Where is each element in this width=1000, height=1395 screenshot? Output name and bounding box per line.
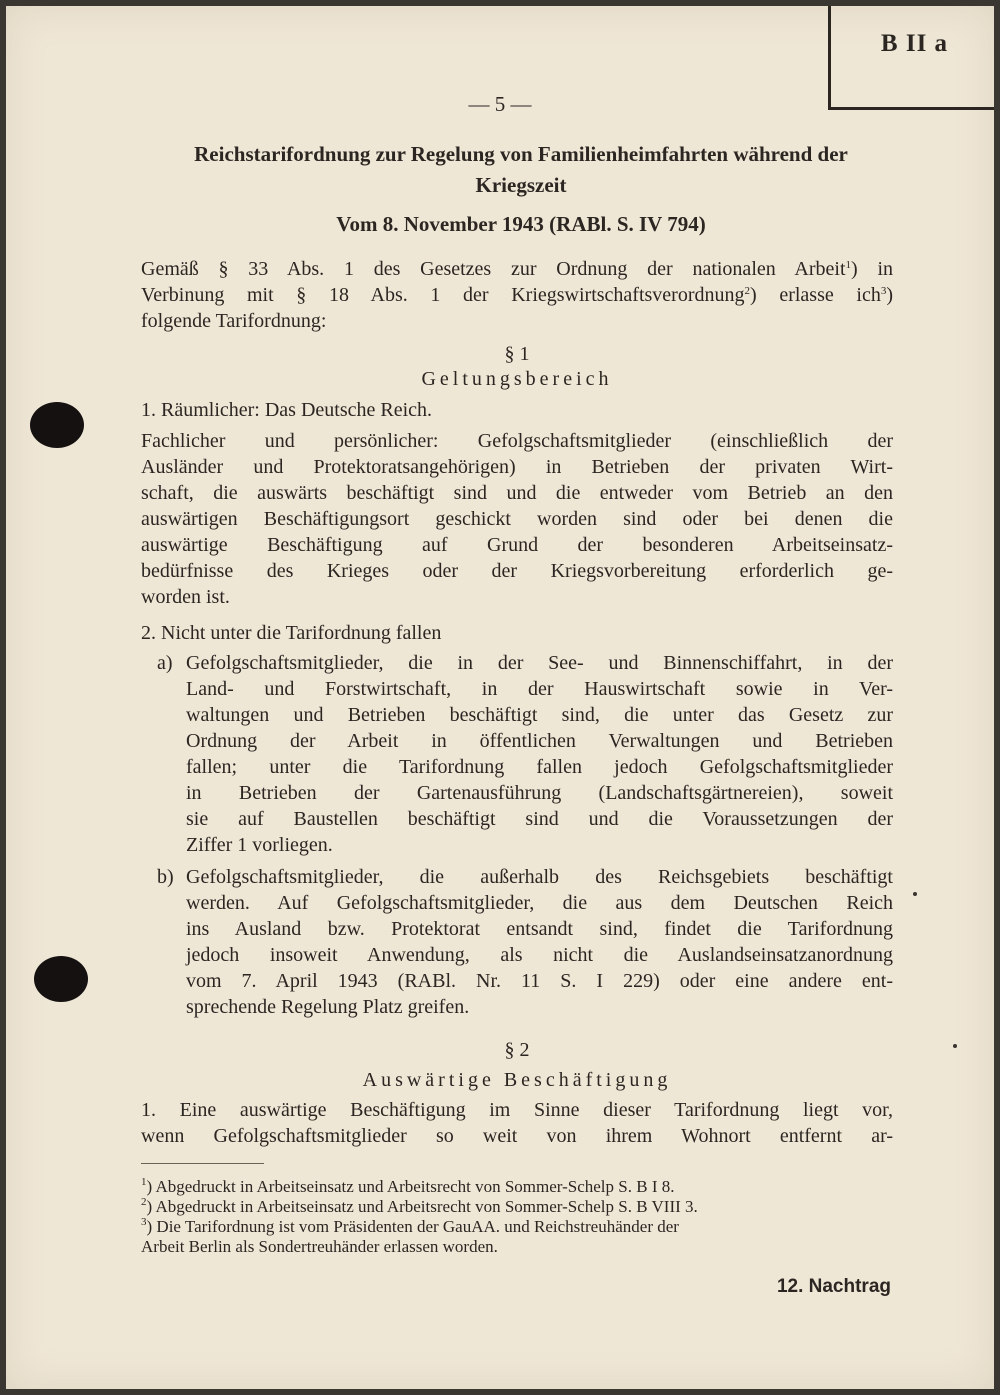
section-1-para-2-line: auswärtige Beschäftigung auf Grund der besonderen Arbeitseinsatz- [141, 534, 893, 556]
item-b-line: ins Ausland bzw. Protektorat entsandt sind, findet die Tarifordnung [186, 918, 893, 940]
footnote-ref-2: 2 [744, 285, 751, 297]
item-b-label: b) [157, 866, 174, 888]
ink-speck [913, 892, 917, 896]
item-a-line: Ordnung der Arbeit in öffentlichen Verwaltungen und Betrieben [186, 730, 893, 752]
section-1-para-2-line: auswärtigen Beschäftigungsort geschickt worden sind oder bei denen die [141, 508, 893, 530]
item-a-line: Land- und Forstwirtschaft, in der Hauswirtschaft sowie in Ver- [186, 678, 893, 700]
footnote-2 [141, 1198, 893, 1215]
item-a-line: Gefolgschaftsmitglieder, die in der See- und Binnenschiffahrt, in der [186, 652, 893, 674]
section-2-line: 1. Eine auswärtige Beschäftigung im Sinne dieser Tarifordnung liegt vor, [141, 1099, 893, 1121]
footnote-3-text: ) Die Tarifordnung ist vom Präsidenten der GauAA. und Reichstreuhänder der [146, 1217, 679, 1236]
footnote-1 [141, 1178, 893, 1195]
document-title-line-2: Kriegszeit [475, 173, 567, 197]
section-tab-label: B II a [880, 30, 949, 57]
item-a-line: in Betrieben der Gartenausführung (Landschaftsgärtnereien), soweit [186, 782, 893, 804]
section-1-heading: § 1 [504, 343, 530, 365]
document-page [6, 6, 994, 1389]
item-b-line: werden. Auf Gefolgschaftsmitglieder, die aus dem Deutschen Reich [186, 892, 893, 914]
intro-line-2 [141, 285, 893, 305]
footnote-1-mark: 1 [141, 1176, 147, 1188]
intro-line-3: folgende Tarifordnung: [141, 310, 327, 332]
section-2-line: wenn Gefolgschaftsmitglieder so weit von ihrem Wohnort entfernt ar- [141, 1125, 893, 1147]
section-1-para-2-line: Fachlicher und persönlicher: Gefolgschaftsmitglieder (einschließlich der [141, 430, 893, 452]
section-1-title: Geltungsbereich [421, 368, 613, 390]
page-number: — 5 — [468, 92, 532, 116]
footnote-2-mark: 2 [141, 1196, 147, 1208]
item-a-line: waltungen und Betrieben beschäftigt sind, die unter das Gesetz zur [186, 704, 893, 726]
footnote-ref-1: 1 [845, 259, 852, 271]
intro-line-1 [141, 259, 893, 279]
section-1-para-3: 2. Nicht unter die Tarifordnung fallen [141, 622, 442, 644]
footnote-separator [141, 1163, 264, 1164]
item-b-line: jedoch insoweit Anwendung, als nicht die Auslandseinsatzanordnung [186, 944, 893, 966]
intro-text: Gemäß § 33 Abs. 1 des Gesetzes zur Ordnung der nationalen Arbeit [141, 258, 846, 280]
item-b-line: Gefolgschaftsmitglieder, die außerhalb des Reichsgebiets beschäftigt [186, 866, 893, 888]
section-1-para-2-line: schaft, die auswärts beschäftigt sind und die entweder vom Betrieb an den [141, 482, 893, 504]
section-1-para-1: 1. Räumlicher: Das Deutsche Reich. [141, 399, 433, 421]
section-2-heading: § 2 [504, 1039, 530, 1061]
item-a-line: Ziffer 1 vorliegen. [186, 834, 333, 856]
item-a-line: fallen; unter die Tarifordnung fallen jedoch Gefolgschaftsmitglieder [186, 756, 893, 778]
document-title-line-1: Reichstarifordnung zur Regelung von Familienheimfahrten während der [194, 142, 848, 166]
intro-text: ) in [851, 258, 893, 280]
intro-text: ) [886, 284, 894, 306]
intro-text: ) erlasse ich [750, 284, 881, 306]
footnote-1-text: ) Abgedruckt in Arbeitseinsatz und Arbeitsrecht von Sommer-Schelp S. B I 8. [146, 1177, 675, 1196]
section-1-para-2-line: worden ist. [141, 586, 230, 608]
footnote-3-continued: Arbeit Berlin als Sondertreuhänder erlassen worden. [141, 1237, 498, 1256]
footnote-2-text: ) Abgedruckt in Arbeitseinsatz und Arbeitsrecht von Sommer-Schelp S. B VIII 3. [146, 1197, 698, 1216]
document-date: Vom 8. November 1943 (RABl. S. IV 794) [336, 212, 706, 236]
intro-text: Verbinung mit § 18 Abs. 1 der Kriegswirtschaftsverordnung [141, 284, 745, 306]
punch-hole-upper [30, 402, 84, 448]
ink-speck [953, 1044, 957, 1048]
item-a-line: sie auf Baustellen beschäftigt sind und die Voraussetzungen der [186, 808, 893, 830]
section-2-title: Auswärtige Beschäftigung [362, 1069, 672, 1091]
punch-hole-lower [34, 956, 88, 1002]
footnote-3-mark: 3 [141, 1216, 147, 1228]
section-1-para-2-line: bedürfnisse des Krieges oder der Kriegsvorbereitung erforderlich ge- [141, 560, 893, 582]
item-b-line: vom 7. April 1943 (RABl. Nr. 11 S. I 229) oder eine andere ent- [186, 970, 893, 992]
supplement-label: 12. Nachtrag [776, 1276, 891, 1297]
footnote-3 [141, 1218, 893, 1235]
footnote-ref-3: 3 [880, 285, 887, 297]
section-1-para-2-line: Ausländer und Protektoratsangehörigen) in Betrieben der privaten Wirt- [141, 456, 893, 478]
item-a-label: a) [157, 652, 173, 674]
item-b-line: sprechende Regelung Platz greifen. [186, 996, 470, 1018]
